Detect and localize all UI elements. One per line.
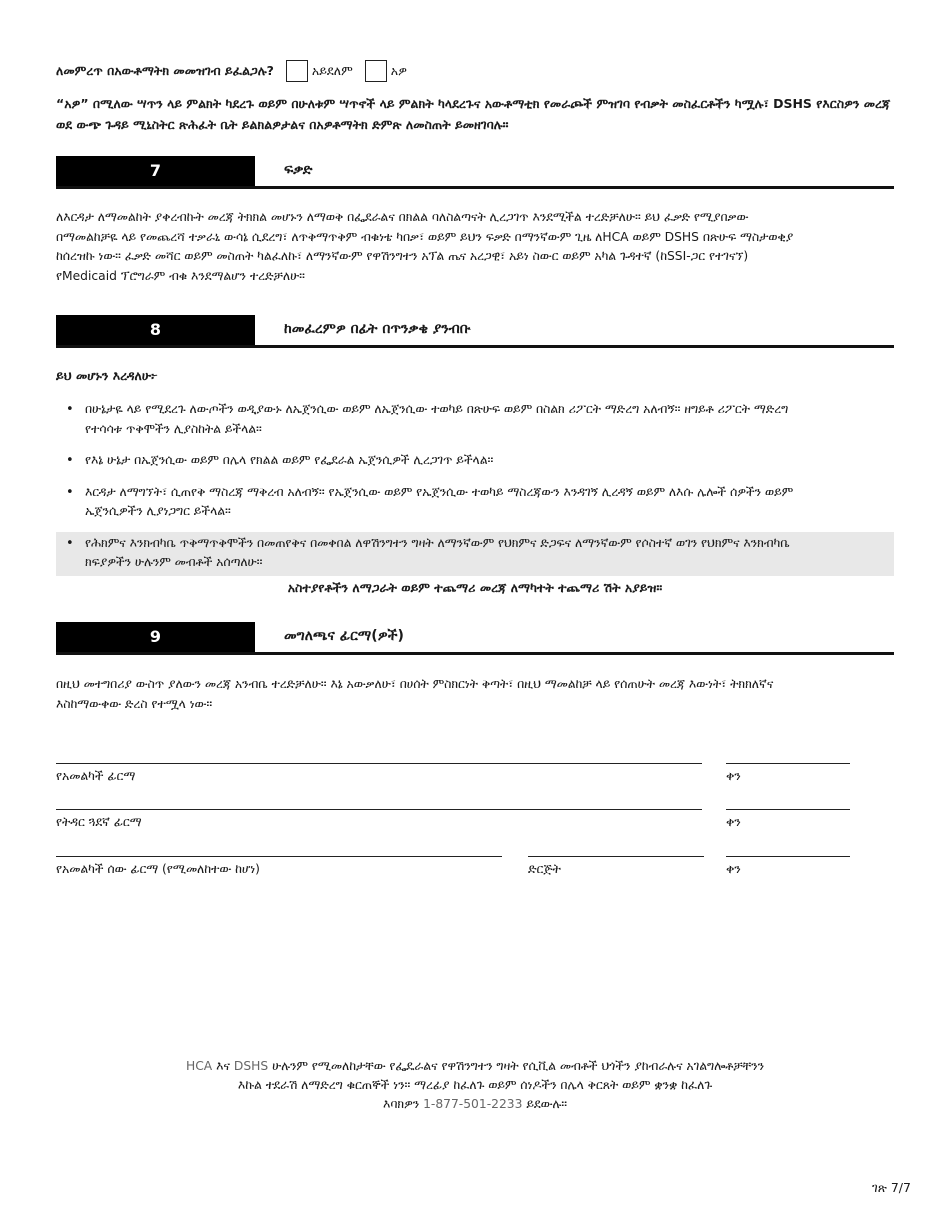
checkbox-no-label: አይደለም bbox=[311, 63, 353, 78]
footer-line-1 bbox=[0, 1057, 950, 1076]
list-item-line: • የሕክምና እንክብካቤ ጥቅማጥቅሞችን በመጠየቅና በመቀበል ለዋሽንግተን ግዛት ለማንኛውም የህክምና ድጋፍና ለማንኛውም የሶስተኛ ወገን የህክምና እንክብካቤ bbox=[85, 535, 790, 550]
section-9-title: መግለጫና ፊርማ(ዎች) bbox=[284, 628, 404, 644]
section-7-line: ከሰረዝኩ ነው። ፈቃድ መሻር ወይም መስጠት ካልፈለኩ፣ ለማንኛውም የዋሽንግተን አፕል ጤና አረጋዊ፣ አይነ ስውር ወይም አካል ጉዳተኛ (ከSSI-ጋር የተገናኘ) bbox=[56, 249, 749, 263]
checkbox-yes-label: አዎ bbox=[390, 63, 407, 78]
acknowledgement-heading: ይህ መሆኑን እረዳለሁ፦ bbox=[56, 368, 158, 383]
spouse-signature-label: የትዳር ጓደኛ ፊርማ bbox=[56, 815, 142, 829]
checkbox-yes[interactable] bbox=[365, 60, 387, 82]
section-7-line: ለእርዳታ ለማመልከት ያቀረብኩት መረጃ ትክክል መሆኑን ለማወቅ በፌደራልና በክልል ባለስልጣናት ሊረጋገጥ እንደሚችል ተረድቻለሁ። ይህ ፈቃድ የሚያበቃው bbox=[56, 210, 749, 224]
applicant-date-label: ቀን bbox=[726, 769, 741, 783]
nondiscrimination-footer bbox=[0, 1057, 950, 1114]
voter-registration-question bbox=[56, 60, 407, 82]
applicant-date-field[interactable] bbox=[726, 763, 850, 764]
checkbox-no[interactable] bbox=[286, 60, 308, 82]
list-item-line: • በሁኔታዬ ላይ የሚደረጉ ለውጦችን ወዲያውኑ ለኤጀንሲው ወይም ለኤጀንሲው ተወካይ በጽሁፍ ወይም በስልክ ሪፖርት ማድረግ አለብኝ። ዘግይቶ ሪፖርት ማድረግ bbox=[85, 402, 789, 416]
organization-label: ድርጅት bbox=[528, 862, 561, 876]
list-item bbox=[56, 398, 894, 442]
footer-text: ሁሉንም የሚመለከታቸው የፌዴራልና የዋሽንግተን ግዛት የሲቪል መብቶች ህጎችን ያከብራሉና አገልግሎቶቻቸንን bbox=[268, 1059, 765, 1073]
spouse-date-label: ቀን bbox=[726, 815, 741, 829]
question-text: ለመምረጥ በአውቶማትክ መመዝገብ ይፈልጋሉ? bbox=[56, 63, 274, 78]
organization-field[interactable] bbox=[528, 856, 704, 857]
section-8-title: ከመፈረምዎ በፊት በጥንቃቄ ያንብቡ bbox=[284, 321, 471, 337]
list-item bbox=[56, 449, 894, 474]
section-9-header bbox=[56, 622, 894, 655]
section-7-header bbox=[56, 156, 894, 189]
footer-text: ይደውሉ። bbox=[522, 1097, 567, 1111]
section-8-header bbox=[56, 315, 894, 348]
page-number: ገጽ 7/7 bbox=[872, 1180, 911, 1195]
list-item bbox=[56, 481, 894, 525]
footer-line-3 bbox=[0, 1095, 950, 1114]
additional-sheet-note: አስተያየቶችን ለማጋራት ወይም ተጨማሪ መረጃ ለማካተት ተጨማሪ ሽት አያይዝ። bbox=[287, 580, 663, 595]
footer-text: እባክዎን bbox=[383, 1097, 424, 1111]
representative-signature-label: የአመልካች ሰው ፊርማ (የሚመለከተው ከሆነ) bbox=[56, 862, 260, 876]
applicant-signature-field[interactable] bbox=[56, 763, 702, 764]
list-item bbox=[56, 532, 894, 576]
representative-signature-field[interactable] bbox=[56, 856, 502, 857]
footer-dshs: DSHS bbox=[233, 1059, 269, 1073]
footer-hca: HCA bbox=[185, 1059, 213, 1073]
section-7-line: በማመልከቻዬ ላይ የመጨረሻ ተቃራኒ ውሳኔ ሲደረግ፣ ለጥቅማጥቅም ብቁነቴ ካበቃ፣ ወይም ይህን ፍቃድ በማንኛውም ጊዜ ለHCA ወይም DSHS በጽሁፍ ማስታወቂያ bbox=[56, 229, 794, 244]
section-9-number: 9 bbox=[56, 622, 255, 652]
representative-date-field[interactable] bbox=[726, 856, 850, 857]
applicant-signature-label: የአመልካች ፊርማ bbox=[56, 769, 136, 783]
list-item-line: • እርዳታ ለማግኘት፣ ሲጠየቅ ማስረጃ ማቅረብ አለብኝ። የኤጀንሲው ወይም የኤጀንሲው ተወካይ ማስረጃውን እንዳገኝ ሊረዳኝ ወይም ለእሱ ሌሎች ሰዎችን ወይም bbox=[85, 484, 794, 499]
section-7-body bbox=[56, 208, 896, 286]
section-7-title: ፍቃድ bbox=[284, 162, 313, 178]
footer-line-2: እኩል ተደራሽ ለማድረግ ቁርጠኞች ነን። ማረፊያ ከፈለጉ ወይም ሰነዶችን በሌላ ቅርጸት ወይም ቋንቋ ከፈለጉ bbox=[237, 1078, 713, 1092]
section-7-number: 7 bbox=[56, 156, 255, 186]
voter-registration-note: “አዎ” በሚለው ሣጥን ላይ ምልክት ካደረጉ ወይም በሁለቱም ሣጥኖች ላይ ምልክት ካላደረጉና አውቶማቲክ የመራጮች ምዝገባ የብቃት መስፈርቶችን ካሟሉ፣ DSHS የእርስዎን መረጃ ወደ ውጭ ጉዳይ ሚኒስትር ጽሕፈት ቤት ይልክልዎታልና በአዎቶማትክ ድምጽ ለመስጠት ይመዘገባሉ። bbox=[56, 96, 891, 132]
section-9-body bbox=[56, 675, 896, 714]
representative-date-label: ቀን bbox=[726, 862, 741, 876]
list-item-line: የተሳሳቱ ጥቅሞችን ሊያስከትል ይችላል። bbox=[85, 421, 262, 436]
section-7-line: የMedicaid ፕሮግራም ብቁ እንደማልሆን ተረድቻለሁ። bbox=[56, 268, 305, 283]
section-9-line: እስከማውቀው ድረስ የተሟላ ነው። bbox=[56, 696, 213, 711]
footer-phone[interactable]: 1-877-501-2233 bbox=[423, 1097, 523, 1111]
list-item-line: • የእኔ ሁኔታ በኤጀንሲው ወይም በሌላ የክልል ወይም የፌደራል ኤጀንሲዎች ሊረጋገጥ ይችላል። bbox=[85, 453, 494, 467]
spouse-date-field[interactable] bbox=[726, 809, 850, 810]
acknowledgement-list bbox=[56, 398, 894, 583]
list-item-line: ኤጀንሲዎችን ሊያነጋግር ይችላል። bbox=[85, 504, 231, 518]
list-item-line: ክፍያዎችን ሁሉንም መብቶች አሰጣለሁ። bbox=[85, 555, 263, 569]
section-9-line: በዚህ መተግበሪያ ውስጥ ያለውን መረጃ አንብቤ ተረድቻለሁ። እኔ አውቃለሁ፣ በሀሰት ምስክርነት ቅጣት፣ በዚህ ማመልከቻ ላይ የሰጠሁት መረጃ እውነት፣ ትክክለኛና bbox=[56, 677, 774, 691]
spouse-signature-field[interactable] bbox=[56, 809, 702, 810]
section-8-number: 8 bbox=[56, 315, 255, 345]
footer-text: እና bbox=[212, 1059, 234, 1073]
